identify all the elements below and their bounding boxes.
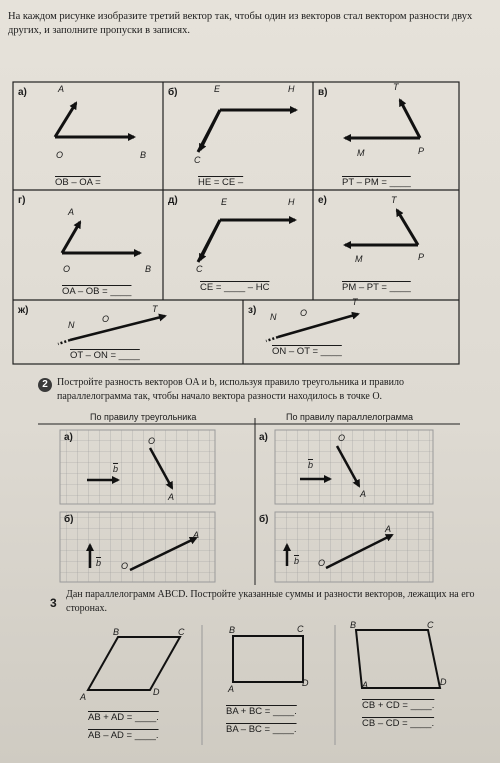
point-o-label: O xyxy=(338,433,346,443)
point-label: H xyxy=(288,84,295,94)
vector-diagram-v xyxy=(345,100,420,138)
equation-a: OB – OA = xyxy=(55,177,101,188)
vertex-label: A xyxy=(362,680,369,690)
equation-g: OA – OB = ____ xyxy=(62,286,132,297)
vertex-label: A xyxy=(80,692,87,702)
vertex-label: C xyxy=(297,624,304,634)
point-label: B xyxy=(140,150,147,160)
point-label: C xyxy=(194,155,201,165)
equation-d: CE = ____ – HC xyxy=(200,282,270,293)
cell-label-b: б) xyxy=(168,87,178,98)
cell-label-a: а) xyxy=(18,87,27,98)
vertex-label: B xyxy=(113,627,120,637)
equation-z: ON – OT = ____ xyxy=(272,346,342,357)
cell-label-e: е) xyxy=(318,195,327,206)
point-label: E xyxy=(221,197,228,207)
point-label: H xyxy=(288,197,295,207)
point-label: O xyxy=(56,150,64,160)
cell-label-z: з) xyxy=(248,305,257,316)
vector-b-label: $\overline{b}$ xyxy=(294,556,300,566)
vector-diagram-a xyxy=(55,103,134,137)
point-label: C xyxy=(196,264,203,274)
equation-b: HE = CE – xyxy=(198,177,244,188)
point-a-label: A xyxy=(168,492,175,502)
point-a-label: A xyxy=(360,489,367,499)
point-label: O xyxy=(300,308,308,318)
vector-diagram-g xyxy=(62,222,140,253)
point-o-label: O xyxy=(121,561,129,571)
vertex-label: B xyxy=(350,620,357,630)
task3-equation: AB + AD = ____. xyxy=(88,712,159,723)
equation-v: PT – PM = ____ xyxy=(342,177,411,188)
point-a-label: A xyxy=(385,524,392,534)
point-label: P xyxy=(418,146,425,156)
vertex-label: B xyxy=(229,625,236,635)
task3-equation: CB + CD = ____. xyxy=(362,700,435,711)
point-label: A xyxy=(68,207,75,217)
task2-label-b2: б) xyxy=(259,514,269,525)
task2-text: Постройте разность векторов OA и b, используя правило треугольника и правило параллелограмма так, чтобы начало вектора разности находилось в точке O. xyxy=(57,377,404,402)
parallelogram-1 xyxy=(88,637,180,690)
point-o-label: O xyxy=(318,558,326,568)
task2-label-b1: б) xyxy=(64,514,74,525)
parallelogram-2 xyxy=(233,636,303,682)
task2-label-a2: а) xyxy=(259,432,268,443)
equation-e: PM – PT = ____ xyxy=(342,282,411,293)
task3-shapes xyxy=(88,630,440,690)
point-label: P xyxy=(418,252,425,262)
equation-zh: OT – ON = ____ xyxy=(70,350,140,361)
cell-label-zh: ж) xyxy=(18,305,29,316)
cell-label-d: д) xyxy=(168,195,178,206)
task3-equation: AB – AD = ____. xyxy=(88,730,159,741)
point-label: O xyxy=(63,264,71,274)
point-o-label: O xyxy=(148,436,156,446)
vertex-label: D xyxy=(440,677,447,687)
task2-col-header-1: По правилу треугольника xyxy=(90,412,197,422)
vertex-label: C xyxy=(178,627,185,637)
task3-equation: BA – BC = ____. xyxy=(226,724,297,735)
parallelogram-3 xyxy=(356,630,440,688)
point-label: N xyxy=(270,312,277,322)
point-label: B xyxy=(145,264,152,274)
point-label: T xyxy=(393,82,399,92)
vertex-label: D xyxy=(302,678,309,688)
vector-diagram-b xyxy=(198,110,296,152)
point-label: T xyxy=(391,195,397,205)
point-a-label: A xyxy=(193,530,200,540)
vertex-label: A xyxy=(228,684,235,694)
task3-text: Дан параллелограмм ABCD. Постройте указанные суммы и разности векторов, лежащих на его сторонах. xyxy=(66,589,475,614)
vector-diagram-d xyxy=(198,220,295,262)
vector-diagram-z xyxy=(266,314,358,341)
vertex-label: C xyxy=(427,620,434,630)
cell-label-g: г) xyxy=(18,195,26,206)
point-label: N xyxy=(68,320,75,330)
point-label: A xyxy=(58,84,65,94)
task2-label-a1: а) xyxy=(64,432,73,443)
task1-text: На каждом рисунке изобразите третий вектор так, чтобы один из векторов стал вектором разности двух других, и заполните пропуски в записях. xyxy=(8,11,473,36)
point-label: M xyxy=(357,148,365,158)
vector-b-label: $\overline{b}$ xyxy=(96,558,102,568)
vector-b-label: $\overline{b}$ xyxy=(113,464,119,474)
task3-equation: CB – CD = ____. xyxy=(362,718,435,729)
cell-label-v: в) xyxy=(318,87,328,98)
task2-col-header-2: По правилу параллелограмма xyxy=(286,412,414,422)
task2-number: 2 xyxy=(38,378,52,392)
vector-diagram-e xyxy=(345,210,418,245)
task3-number: 3 xyxy=(50,596,57,610)
point-label: M xyxy=(355,254,363,264)
point-label: E xyxy=(214,84,221,94)
point-label: O xyxy=(102,314,110,324)
task3-equation: BA + BC = ____. xyxy=(226,706,297,717)
task2-grids xyxy=(38,418,460,585)
point-label: T xyxy=(352,297,358,307)
point-label: T xyxy=(152,304,158,314)
vector-b-label: $\overline{b}$ xyxy=(308,460,314,470)
vertex-label: D xyxy=(153,687,160,697)
